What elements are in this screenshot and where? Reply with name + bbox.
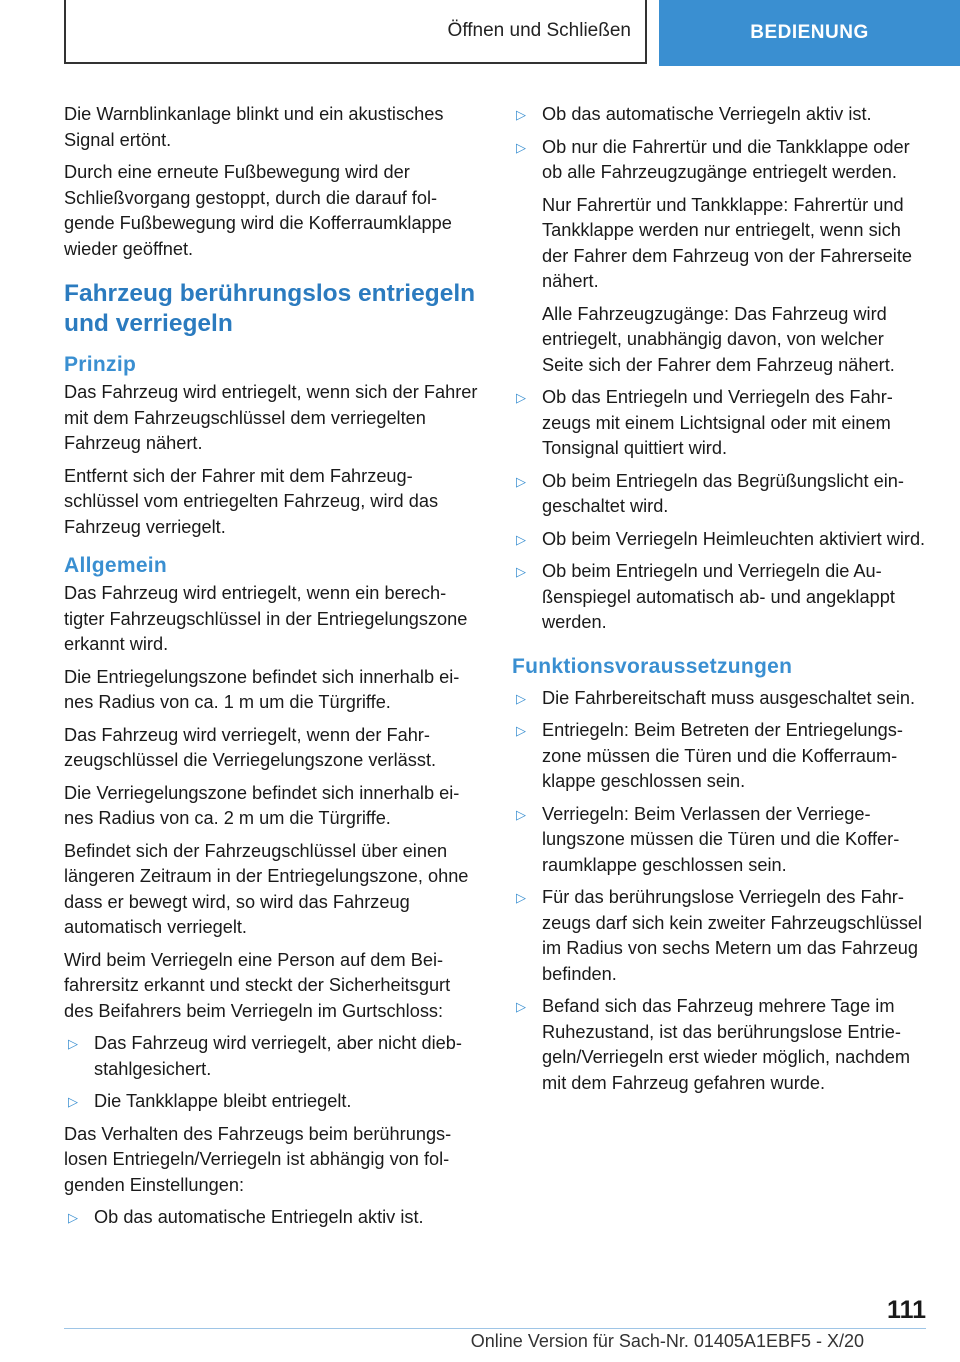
paragraph: Befindet sich der Fahrzeugschlüssel über einen längeren Zeitraum in der Entriegelungszone, ohne dass er bewegt wird, so wird das Fahrzeug automatisch verriegelt. [64, 840, 469, 937]
footer-divider [64, 1328, 926, 1329]
paragraph: Die Entriegelungszone befindet sich innerhalb eines Radius von ca. 1 m um die Türgriffe. [64, 666, 460, 712]
list-item-text: Ob beim Verriegeln Heimleuchten aktiviert wird. [542, 528, 926, 549]
list-item [512, 994, 926, 1096]
triangle-bullet-icon: ▷ [516, 806, 526, 822]
list-item [64, 1089, 480, 1115]
list-item [512, 469, 926, 520]
list-item [64, 1031, 480, 1082]
list-item [512, 559, 926, 636]
list-item-subparagraph: Nur Fahrertür und Tankklappe: Fahrertür und Tankklappe werden nur entriegelt, wenn sich der Fahrer dem Fahrzeug von der Fahrerseite nähert. [542, 194, 912, 291]
list-item-text: Ob das automatische Entriegeln aktiv ist. [94, 1207, 424, 1227]
triangle-bullet-icon: ▷ [68, 1036, 78, 1051]
list-item-text: Ob beim Entriegeln und Verriegeln die Außenspiegel automatisch ab- und angeklappt werden. [542, 561, 895, 632]
list-item-text: Ob beim Entriegeln das Begrüßungslicht eingeschaltet wird. [542, 470, 904, 516]
list-item [64, 1205, 480, 1231]
paragraph: Die Warnblinkanlage blinkt und ein akustisches Signal ertönt. [64, 104, 444, 150]
list-item-text: Ob nur die Fahrertür und die Tankklappe oder ob alle Fahrzeugzugänge entriegelt werden. [542, 136, 910, 182]
list-item-text: Befand sich das Fahrzeug mehrere Tage im Ruhezustand, ist das berührungslose Entriegeln/Verriegeln erst wieder möglich, nachdem mit dem Fahrzeug gefahren wurde. [542, 996, 910, 1093]
list-item-text: Das Fahrzeug wird verriegelt, aber nicht diebstahlgesichert. [94, 1033, 462, 1079]
bullet-list [512, 102, 926, 636]
left-column [64, 102, 480, 1238]
triangle-bullet-icon: ▷ [68, 1094, 78, 1109]
triangle-bullet-icon: ▷ [68, 1210, 78, 1225]
triangle-bullet-icon: ▷ [516, 107, 526, 122]
list-item-text: Verriegeln: Beim Verlassen der Verriegelungszone müssen die Türen und die Kofferraumklappe geschlossen sein. [542, 803, 900, 875]
triangle-bullet-icon: ▷ [516, 564, 526, 579]
triangle-bullet-icon: ▷ [516, 139, 526, 155]
list-item-subparagraph: Alle Fahrzeugzugänge: Das Fahrzeug wird entriegelt, unabhängig davon, von welcher Seite sich der Fahrer dem Fahrzeug nähert. [542, 303, 895, 375]
bullet-list [512, 686, 926, 1097]
list-item [512, 385, 926, 462]
list-item-text: Die Fahrbereitschaft muss ausgeschaltet sein. [542, 687, 916, 708]
chapter-tab: BEDIENUNG [659, 0, 960, 66]
subheading-prinzip: Prinzip [64, 353, 137, 376]
section-heading: Fahrzeug berührungslos entriegeln und verriegeln [64, 280, 476, 337]
triangle-bullet-icon: ▷ [516, 390, 526, 405]
list-item-text: Entriegeln: Beim Betreten der Entriegelungszone müssen die Türen und die Kofferraumklappe geschlossen sein. [542, 720, 903, 791]
subheading-funktionsvoraussetzungen: Funktionsvoraussetzungen [512, 654, 793, 678]
page-header [64, 0, 960, 66]
right-column [512, 102, 926, 1103]
list-item [512, 102, 926, 128]
footer-text: Online Version für Sach-Nr. 01405A1EBF5 - X/20 [470, 1331, 864, 1351]
list-item-text: Ob das Entriegeln und Verriegeln des Fahrzeugs mit einem Lichtsignal oder mit einem Tonsignal quittiert wird. [542, 387, 893, 458]
paragraph: Durch eine erneute Fußbewegung wird der Schließvorgang gestoppt, durch die darauf folgende Fußbewegung wird die Kofferraumklappe wieder geöffnet. [64, 162, 452, 259]
triangle-bullet-icon: ▷ [516, 723, 526, 738]
list-item-text: Für das berührungslose Verriegeln des Fahrzeugs darf sich kein zweiter Fahrzeugschlüssel im Radius von sechs Metern um das Fahrzeug befinden. [542, 887, 923, 984]
paragraph: Wird beim Verriegeln eine Person auf dem Beifahrersitz erkannt und steckt der Sicherheitsgurt des Beifahrers beim Verriegeln im Gurtschloss: [64, 949, 451, 1021]
paragraph: Das Fahrzeug wird entriegelt, wenn ein berechtigter Fahrzeugschlüssel in der Entriegelungszone erkannt wird. [64, 583, 468, 654]
bullet-list [64, 1031, 480, 1115]
list-item [512, 135, 926, 379]
triangle-bullet-icon: ▷ [516, 531, 526, 547]
triangle-bullet-icon: ▷ [516, 473, 526, 489]
paragraph: Das Fahrzeug wird entriegelt, wenn sich der Fahrer mit dem Fahrzeugschlüssel dem verriegelten Fahrzeug nähert. [64, 382, 478, 453]
list-item-text: Die Tankklappe bleibt entriegelt. [94, 1091, 352, 1111]
paragraph: Die Verriegelungszone befindet sich innerhalb eines Radius von ca. 2 m um die Türgriffe. [64, 782, 460, 828]
list-item [512, 802, 926, 879]
list-item-text: Ob das automatische Verriegeln aktiv ist. [542, 104, 872, 124]
list-item [512, 686, 926, 712]
list-item [512, 885, 926, 987]
list-item [512, 527, 926, 553]
subheading-allgemein: Allgemein [64, 554, 168, 577]
paragraph: Das Verhalten des Fahrzeugs beim berührungslosen Entriegeln/Verriegeln ist abhängig von folgenden Einstellungen: [64, 1123, 452, 1195]
paragraph: Entfernt sich der Fahrer mit dem Fahrzeugschlüssel vom entriegelten Fahrzeug, wird das Fahrzeug verriegelt. [64, 465, 439, 537]
list-item [512, 718, 926, 795]
triangle-bullet-icon: ▷ [516, 890, 526, 905]
bullet-list [64, 1205, 480, 1231]
paragraph: Das Fahrzeug wird verriegelt, wenn der Fahrzeugschlüssel die Verriegelungszone verlässt. [64, 724, 437, 770]
page-number: 111 [887, 1296, 926, 1324]
triangle-bullet-icon: ▷ [516, 690, 526, 706]
section-title: Öffnen und Schließen [64, 0, 647, 64]
triangle-bullet-icon: ▷ [516, 999, 526, 1014]
